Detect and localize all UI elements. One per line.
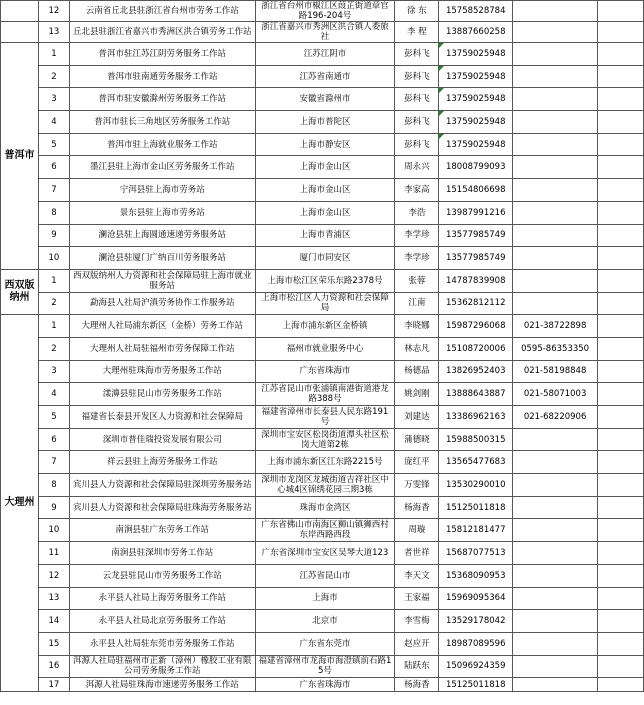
- row-number-cell: 5: [38, 406, 69, 429]
- contact-person-cell: 李晓娜: [395, 315, 439, 338]
- address-cell: 上海市金山区: [255, 201, 395, 224]
- contact-person-cell: 张蓉: [395, 269, 439, 292]
- contact-person-cell: 彭科飞: [395, 88, 439, 111]
- mobile-phone-cell: 13577985749: [439, 247, 513, 270]
- table-row: [1, 315, 644, 338]
- contact-person-cell: 彭科飞: [395, 133, 439, 156]
- table-row: [1, 542, 644, 565]
- extra-cell: [598, 22, 644, 43]
- extra-cell: [598, 111, 644, 134]
- extra-cell: [598, 315, 644, 338]
- extra-cell: [598, 496, 644, 519]
- address-cell: 浙江省嘉兴市秀洲区洪合镇人委旅社: [255, 22, 395, 43]
- extra-cell: [598, 65, 644, 88]
- station-name-cell: 西双版纳州人力资源和社会保障局驻上海市就业服务站: [69, 269, 255, 292]
- station-name-cell: 澜沧县驻厦门广纳百川劳务服务站: [69, 247, 255, 270]
- extra-cell: [598, 224, 644, 247]
- extra-cell: [598, 428, 644, 451]
- address-cell: 广东省佛山市南海区狮山镇狮西村东岸西路西段: [255, 519, 395, 542]
- contact-person-cell: 李天文: [395, 564, 439, 587]
- address-cell: 江苏省南通市: [255, 65, 395, 88]
- address-cell: 上海市松江区人力资源和社会保障局: [255, 292, 395, 315]
- address-cell: 江苏江阴市: [255, 43, 395, 66]
- mobile-phone-cell: 13529178042: [439, 610, 513, 633]
- station-name-cell: 普洱市驻江苏江阴劳务服务工作站: [69, 43, 255, 66]
- extra-cell: [598, 337, 644, 360]
- contact-person-cell: 李学珍: [395, 247, 439, 270]
- contact-person-cell: 李家高: [395, 179, 439, 202]
- table-row: [1, 678, 644, 692]
- contact-person-cell: 周璇: [395, 519, 439, 542]
- table-row: [1, 156, 644, 179]
- address-cell: 上海市青浦区: [255, 224, 395, 247]
- mobile-phone-cell: 15687077513: [439, 542, 513, 565]
- office-phone-cell: [513, 678, 598, 692]
- row-number-cell: 6: [38, 156, 69, 179]
- table-row: [1, 496, 644, 519]
- extra-cell: [598, 632, 644, 655]
- contact-person-cell: 彭科飞: [395, 43, 439, 66]
- contact-person-cell: 李 程: [395, 22, 439, 43]
- contact-person-cell: 刘建达: [395, 406, 439, 429]
- contact-person-cell: 陆跃东: [395, 655, 439, 678]
- address-cell: 上海市浦东新区金桥镇: [255, 315, 395, 338]
- row-number-cell: 5: [38, 133, 69, 156]
- address-cell: 上海市金山区: [255, 156, 395, 179]
- extra-cell: [598, 383, 644, 406]
- mobile-phone-cell: 13887660258: [439, 22, 513, 43]
- station-name-cell: 普洱市驻上海就业服务工作站: [69, 133, 255, 156]
- address-cell: 上海市普陀区: [255, 111, 395, 134]
- extra-cell: [598, 156, 644, 179]
- office-phone-cell: [513, 564, 598, 587]
- contact-person-cell: 彭科飞: [395, 111, 439, 134]
- office-phone-cell: 0595-86353350: [513, 337, 598, 360]
- row-number-cell: 3: [38, 88, 69, 111]
- office-phone-cell: [513, 655, 598, 678]
- station-name-cell: 普洱市驻安徽滁州劳务服务工作站: [69, 88, 255, 111]
- region-cell: 大理州: [1, 315, 39, 692]
- row-number-cell: 1: [38, 43, 69, 66]
- row-number-cell: 13: [38, 22, 69, 43]
- extra-cell: [598, 88, 644, 111]
- contact-person-cell: 姚剑刚: [395, 383, 439, 406]
- contact-person-cell: 杨德品: [395, 360, 439, 383]
- table-row: [1, 133, 644, 156]
- table-row: [1, 519, 644, 542]
- row-number-cell: 8: [38, 201, 69, 224]
- extra-cell: [598, 542, 644, 565]
- row-number-cell: 2: [38, 65, 69, 88]
- address-cell: 上海市静安区: [255, 133, 395, 156]
- office-phone-cell: [513, 587, 598, 610]
- contact-person-cell: 李雪梅: [395, 610, 439, 633]
- table-row: [1, 406, 644, 429]
- station-name-cell: 宾川县人力资源和社会保障局驻珠海劳务服务站: [69, 496, 255, 519]
- contact-person-cell: 江南: [395, 292, 439, 315]
- row-number-cell: 11: [38, 542, 69, 565]
- row-number-cell: 4: [38, 111, 69, 134]
- extra-cell: [598, 564, 644, 587]
- row-number-cell: 10: [38, 247, 69, 270]
- mobile-phone-cell: 13759025948: [439, 111, 513, 134]
- contact-person-cell: 蒲德晓: [395, 428, 439, 451]
- row-number-cell: 9: [38, 224, 69, 247]
- mobile-phone-cell: 18987089596: [439, 632, 513, 655]
- row-number-cell: 2: [38, 292, 69, 315]
- row-number-cell: 12: [38, 564, 69, 587]
- contact-person-cell: 徐 东: [395, 1, 439, 22]
- extra-cell: [598, 474, 644, 497]
- mobile-phone-cell: 18008799093: [439, 156, 513, 179]
- row-number-cell: 15: [38, 632, 69, 655]
- mobile-phone-cell: 13759025948: [439, 65, 513, 88]
- station-name-cell: 宁洱县驻上海市劳务站: [69, 179, 255, 202]
- table-row: [1, 88, 644, 111]
- office-phone-cell: [513, 496, 598, 519]
- table-row: [1, 428, 644, 451]
- station-name-cell: 洱源人社局驻福州市正新（漳州）橡胶工业有限公司劳务服务工作站: [69, 655, 255, 678]
- address-cell: 上海市松江区荣乐东路2378号: [255, 269, 395, 292]
- row-number-cell: 8: [38, 474, 69, 497]
- mobile-phone-cell: 15987296068: [439, 315, 513, 338]
- station-name-cell: 福建省长泰县开发区人力资源和社会保障局: [69, 406, 255, 429]
- station-name-cell: 大理州人社局驻福州市劳务保障工作站: [69, 337, 255, 360]
- mobile-phone-cell: 13888643887: [439, 383, 513, 406]
- table-row: [1, 474, 644, 497]
- mobile-phone-cell: 15368090953: [439, 564, 513, 587]
- mobile-phone-cell: 13386962163: [439, 406, 513, 429]
- extra-cell: [598, 655, 644, 678]
- row-number-cell: 4: [38, 383, 69, 406]
- contact-person-cell: 王家福: [395, 587, 439, 610]
- office-phone-cell: [513, 428, 598, 451]
- contact-person-cell: 李学珍: [395, 224, 439, 247]
- office-phone-cell: [513, 519, 598, 542]
- office-phone-cell: 021-58198848: [513, 360, 598, 383]
- address-cell: 福建省漳州市龙海市海澄镇前石路15号: [255, 655, 395, 678]
- office-phone-cell: [513, 179, 598, 202]
- mobile-phone-cell: 13987991216: [439, 201, 513, 224]
- contact-person-cell: 赵应开: [395, 632, 439, 655]
- table-row: [1, 1, 644, 22]
- table-row: [1, 451, 644, 474]
- region-cell: [1, 22, 39, 43]
- contact-person-cell: 杨海香: [395, 678, 439, 692]
- station-name-cell: 深圳市普佳瑞投资发展有限公司: [69, 428, 255, 451]
- address-cell: 厦门市同安区: [255, 247, 395, 270]
- region-cell: [1, 1, 39, 22]
- station-name-cell: 祥云县驻上海劳务服务工作站: [69, 451, 255, 474]
- table-row: [1, 610, 644, 633]
- extra-cell: [598, 451, 644, 474]
- mobile-phone-cell: 15154806698: [439, 179, 513, 202]
- table-row: [1, 179, 644, 202]
- address-cell: 福州市就业服务中心: [255, 337, 395, 360]
- table-row: [1, 360, 644, 383]
- station-name-cell: 永平县人社局驻东莞市劳务服务工作站: [69, 632, 255, 655]
- office-phone-cell: [513, 156, 598, 179]
- row-number-cell: 2: [38, 337, 69, 360]
- table-row: [1, 632, 644, 655]
- station-name-cell: 永平县人社局北京劳务服务工作站: [69, 610, 255, 633]
- mobile-phone-cell: 13759025948: [439, 43, 513, 66]
- office-phone-cell: [513, 451, 598, 474]
- mobile-phone-cell: 15108720006: [439, 337, 513, 360]
- extra-cell: [598, 179, 644, 202]
- station-name-cell: 景东县驻上海市劳务站: [69, 201, 255, 224]
- address-cell: 上海市: [255, 587, 395, 610]
- table-row: [1, 655, 644, 678]
- row-number-cell: 1: [38, 315, 69, 338]
- table-row: [1, 564, 644, 587]
- extra-cell: [598, 406, 644, 429]
- extra-cell: [598, 133, 644, 156]
- address-cell: 广东省东莞市: [255, 632, 395, 655]
- contact-person-cell: 林志凡: [395, 337, 439, 360]
- extra-cell: [598, 360, 644, 383]
- address-cell: 江苏省昆山市: [255, 564, 395, 587]
- row-number-cell: 9: [38, 496, 69, 519]
- office-phone-cell: [513, 1, 598, 22]
- address-cell: 珠海市金湾区: [255, 496, 395, 519]
- table-row: [1, 201, 644, 224]
- office-phone-cell: [513, 22, 598, 43]
- station-name-cell: 云龙县驻昆山市劳务服务工作站: [69, 564, 255, 587]
- extra-cell: [598, 247, 644, 270]
- address-cell: 江苏省昆山市张浦镇南港街道港龙路388号: [255, 383, 395, 406]
- table-row: [1, 224, 644, 247]
- station-name-cell: 云南省丘北县驻浙江省台州市劳务工作站: [69, 1, 255, 22]
- address-cell: 深圳市宝安区松岗街道潭头社区松岗大道第2栋: [255, 428, 395, 451]
- mobile-phone-cell: 15362812112: [439, 292, 513, 315]
- office-phone-cell: [513, 111, 598, 134]
- office-phone-cell: [513, 269, 598, 292]
- office-phone-cell: [513, 292, 598, 315]
- row-number-cell: 14: [38, 610, 69, 633]
- mobile-phone-cell: 15125011818: [439, 496, 513, 519]
- station-name-cell: 永平县人社局上海劳务服务工作站: [69, 587, 255, 610]
- station-name-cell: 洱源人社局驻珠海市速递劳务服务工作站: [69, 678, 255, 692]
- extra-cell: [598, 610, 644, 633]
- mobile-phone-cell: 15096924359: [439, 655, 513, 678]
- contact-person-cell: 者世祥: [395, 542, 439, 565]
- station-name-cell: 丘北县驻浙江省嘉兴市秀洲区洪合镇劳务工作站: [69, 22, 255, 43]
- station-name-cell: 勐海县人社局沪滇劳务协作工作服务站: [69, 292, 255, 315]
- region-cell: 普洱市: [1, 43, 39, 270]
- address-cell: 广东省珠海市: [255, 678, 395, 692]
- address-cell: 广东省珠海市: [255, 360, 395, 383]
- extra-cell: [598, 519, 644, 542]
- office-phone-cell: [513, 65, 598, 88]
- contact-person-cell: 彭科飞: [395, 65, 439, 88]
- office-phone-cell: [513, 133, 598, 156]
- station-name-cell: 普洱市驻南通劳务服务工作站: [69, 65, 255, 88]
- region-cell: 西双版纳州: [1, 269, 39, 314]
- office-phone-cell: [513, 43, 598, 66]
- mobile-phone-cell: 15812181477: [439, 519, 513, 542]
- extra-cell: [598, 201, 644, 224]
- station-name-cell: 澜沧县驻上海圆通速递劳务服务站: [69, 224, 255, 247]
- address-cell: 浙江省台州市椒江区葭芷街道章官路196-204号: [255, 1, 395, 22]
- mobile-phone-cell: 13577985749: [439, 224, 513, 247]
- table-row: [1, 43, 644, 66]
- station-name-cell: 南涧县驻深圳市劳务工作站: [69, 542, 255, 565]
- office-phone-cell: [513, 201, 598, 224]
- table-row: [1, 111, 644, 134]
- address-cell: 福建省漳州市长泰县人民东路191号: [255, 406, 395, 429]
- mobile-phone-cell: 14787839908: [439, 269, 513, 292]
- row-number-cell: 12: [38, 1, 69, 22]
- address-cell: 上海市金山区: [255, 179, 395, 202]
- station-name-cell: 宾川县人力资源和社会保障局驻深圳劳务服务站: [69, 474, 255, 497]
- station-name-cell: 漾濞县驻昆山市劳务服务工作站: [69, 383, 255, 406]
- station-name-cell: 南涧县驻广东劳务工作站: [69, 519, 255, 542]
- office-phone-cell: 021-58071003: [513, 383, 598, 406]
- contact-person-cell: 李浩: [395, 201, 439, 224]
- mobile-phone-cell: 13530290010: [439, 474, 513, 497]
- contact-person-cell: 庞红平: [395, 451, 439, 474]
- mobile-phone-cell: 15988500315: [439, 428, 513, 451]
- row-number-cell: 7: [38, 179, 69, 202]
- row-number-cell: 1: [38, 269, 69, 292]
- office-phone-cell: [513, 88, 598, 111]
- table-row: [1, 247, 644, 270]
- mobile-phone-cell: 13759025948: [439, 133, 513, 156]
- table-row: [1, 65, 644, 88]
- address-cell: 广东省深圳市宝安区吴琴大道123: [255, 542, 395, 565]
- mobile-phone-cell: 13826952403: [439, 360, 513, 383]
- row-number-cell: 6: [38, 428, 69, 451]
- address-cell: 上海市浦东新区江东路2215号: [255, 451, 395, 474]
- extra-cell: [598, 269, 644, 292]
- row-number-cell: 10: [38, 519, 69, 542]
- office-phone-cell: [513, 474, 598, 497]
- address-cell: 深圳市龙岗区龙城街道吉祥社区中心城4区锦绣花园三期3栋: [255, 474, 395, 497]
- station-name-cell: 普洱市驻长三角地区劳务服务工作站: [69, 111, 255, 134]
- mobile-phone-cell: 13565477683: [439, 451, 513, 474]
- table-row: [1, 383, 644, 406]
- contact-person-cell: 周永兴: [395, 156, 439, 179]
- table-row: [1, 292, 644, 315]
- table-row: [1, 269, 644, 292]
- extra-cell: [598, 43, 644, 66]
- mobile-phone-cell: 13759025948: [439, 88, 513, 111]
- extra-cell: [598, 292, 644, 315]
- table-row: [1, 587, 644, 610]
- extra-cell: [598, 1, 644, 22]
- contact-person-cell: 杨海香: [395, 496, 439, 519]
- address-cell: 安徽省滁州市: [255, 88, 395, 111]
- mobile-phone-cell: 15969095364: [439, 587, 513, 610]
- station-name-cell: 大理州人社局浦东新区（金桥）劳务工作站: [69, 315, 255, 338]
- office-phone-cell: [513, 224, 598, 247]
- row-number-cell: 17: [38, 678, 69, 692]
- row-number-cell: 13: [38, 587, 69, 610]
- station-name-cell: 墨江县驻上海市金山区劳务服务工作站: [69, 156, 255, 179]
- office-phone-cell: [513, 542, 598, 565]
- extra-cell: [598, 587, 644, 610]
- office-phone-cell: 021-68220906: [513, 406, 598, 429]
- row-number-cell: 7: [38, 451, 69, 474]
- office-phone-cell: [513, 610, 598, 633]
- row-number-cell: 3: [38, 360, 69, 383]
- office-phone-cell: [513, 632, 598, 655]
- station-name-cell: 大理州驻珠海市劳务服务工作站: [69, 360, 255, 383]
- mobile-phone-cell: 15125011818: [439, 678, 513, 692]
- office-phone-cell: [513, 247, 598, 270]
- mobile-phone-cell: 15758528784: [439, 1, 513, 22]
- table-row: [1, 337, 644, 360]
- address-cell: 北京市: [255, 610, 395, 633]
- office-phone-cell: 021-38722898: [513, 315, 598, 338]
- table-row: [1, 22, 644, 43]
- extra-cell: [598, 678, 644, 692]
- row-number-cell: 16: [38, 655, 69, 678]
- contact-person-cell: 万雯锋: [395, 474, 439, 497]
